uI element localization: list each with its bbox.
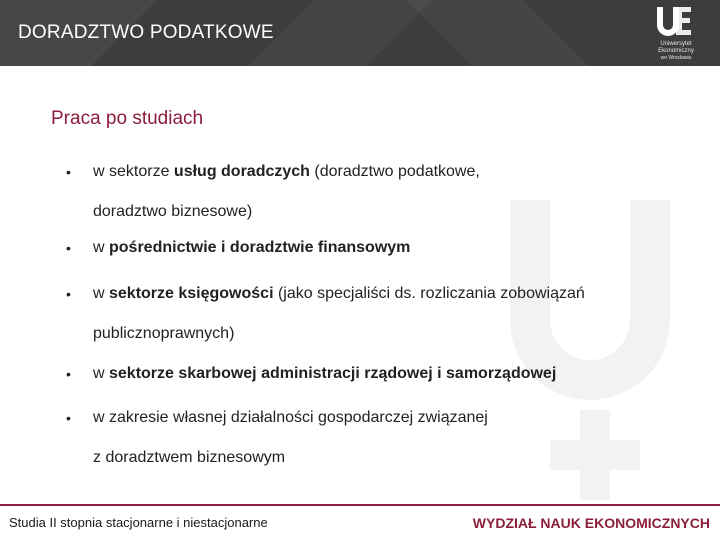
bullet-icon: • (66, 366, 71, 382)
bullet-continuation: publicznoprawnych) (93, 325, 235, 342)
bullet-icon: • (66, 286, 71, 302)
ue-logo-icon (654, 5, 694, 41)
header-bar (0, 0, 720, 66)
footer-faculty: WYDZIAŁ NAUK EKONOMICZNYCH (472, 515, 710, 531)
bullet-text: w sektorze skarbowej administracji rządowej i samorządowej (93, 365, 557, 382)
bullet-continuation: doradztwo biznesowe) (93, 203, 253, 220)
university-logo (646, 5, 706, 63)
logo-line-1: Uniwersytet (660, 41, 692, 47)
bullet-text: w sektorze księgowości (jako specjaliści ds. rozliczania zobowiązań (93, 285, 585, 302)
footer-divider (0, 504, 720, 506)
background-watermark (470, 180, 720, 500)
bullet-icon: • (66, 240, 71, 256)
bullet-text: w pośrednictwie i doradztwie finansowym (93, 239, 411, 256)
bullet-text: w zakresie własnej działalności gospodarczej związanej (93, 409, 488, 426)
bullet-icon: • (66, 164, 71, 180)
section-heading: Praca po studiach (51, 108, 204, 129)
logo-line-2: Ekonomiczny (658, 48, 694, 54)
slide-title: DORADZTWO PODATKOWE (18, 22, 274, 43)
footer-program: Studia II stopnia stacjonarne i niestacjonarne (9, 515, 268, 530)
bullet-icon: • (66, 410, 71, 426)
bullet-continuation: z doradztwem biznesowym (93, 449, 286, 466)
bullet-text: w sektorze usług doradczych (doradztwo podatkowe, (93, 163, 480, 180)
logo-line-3: we Wrocławiu (660, 55, 692, 61)
